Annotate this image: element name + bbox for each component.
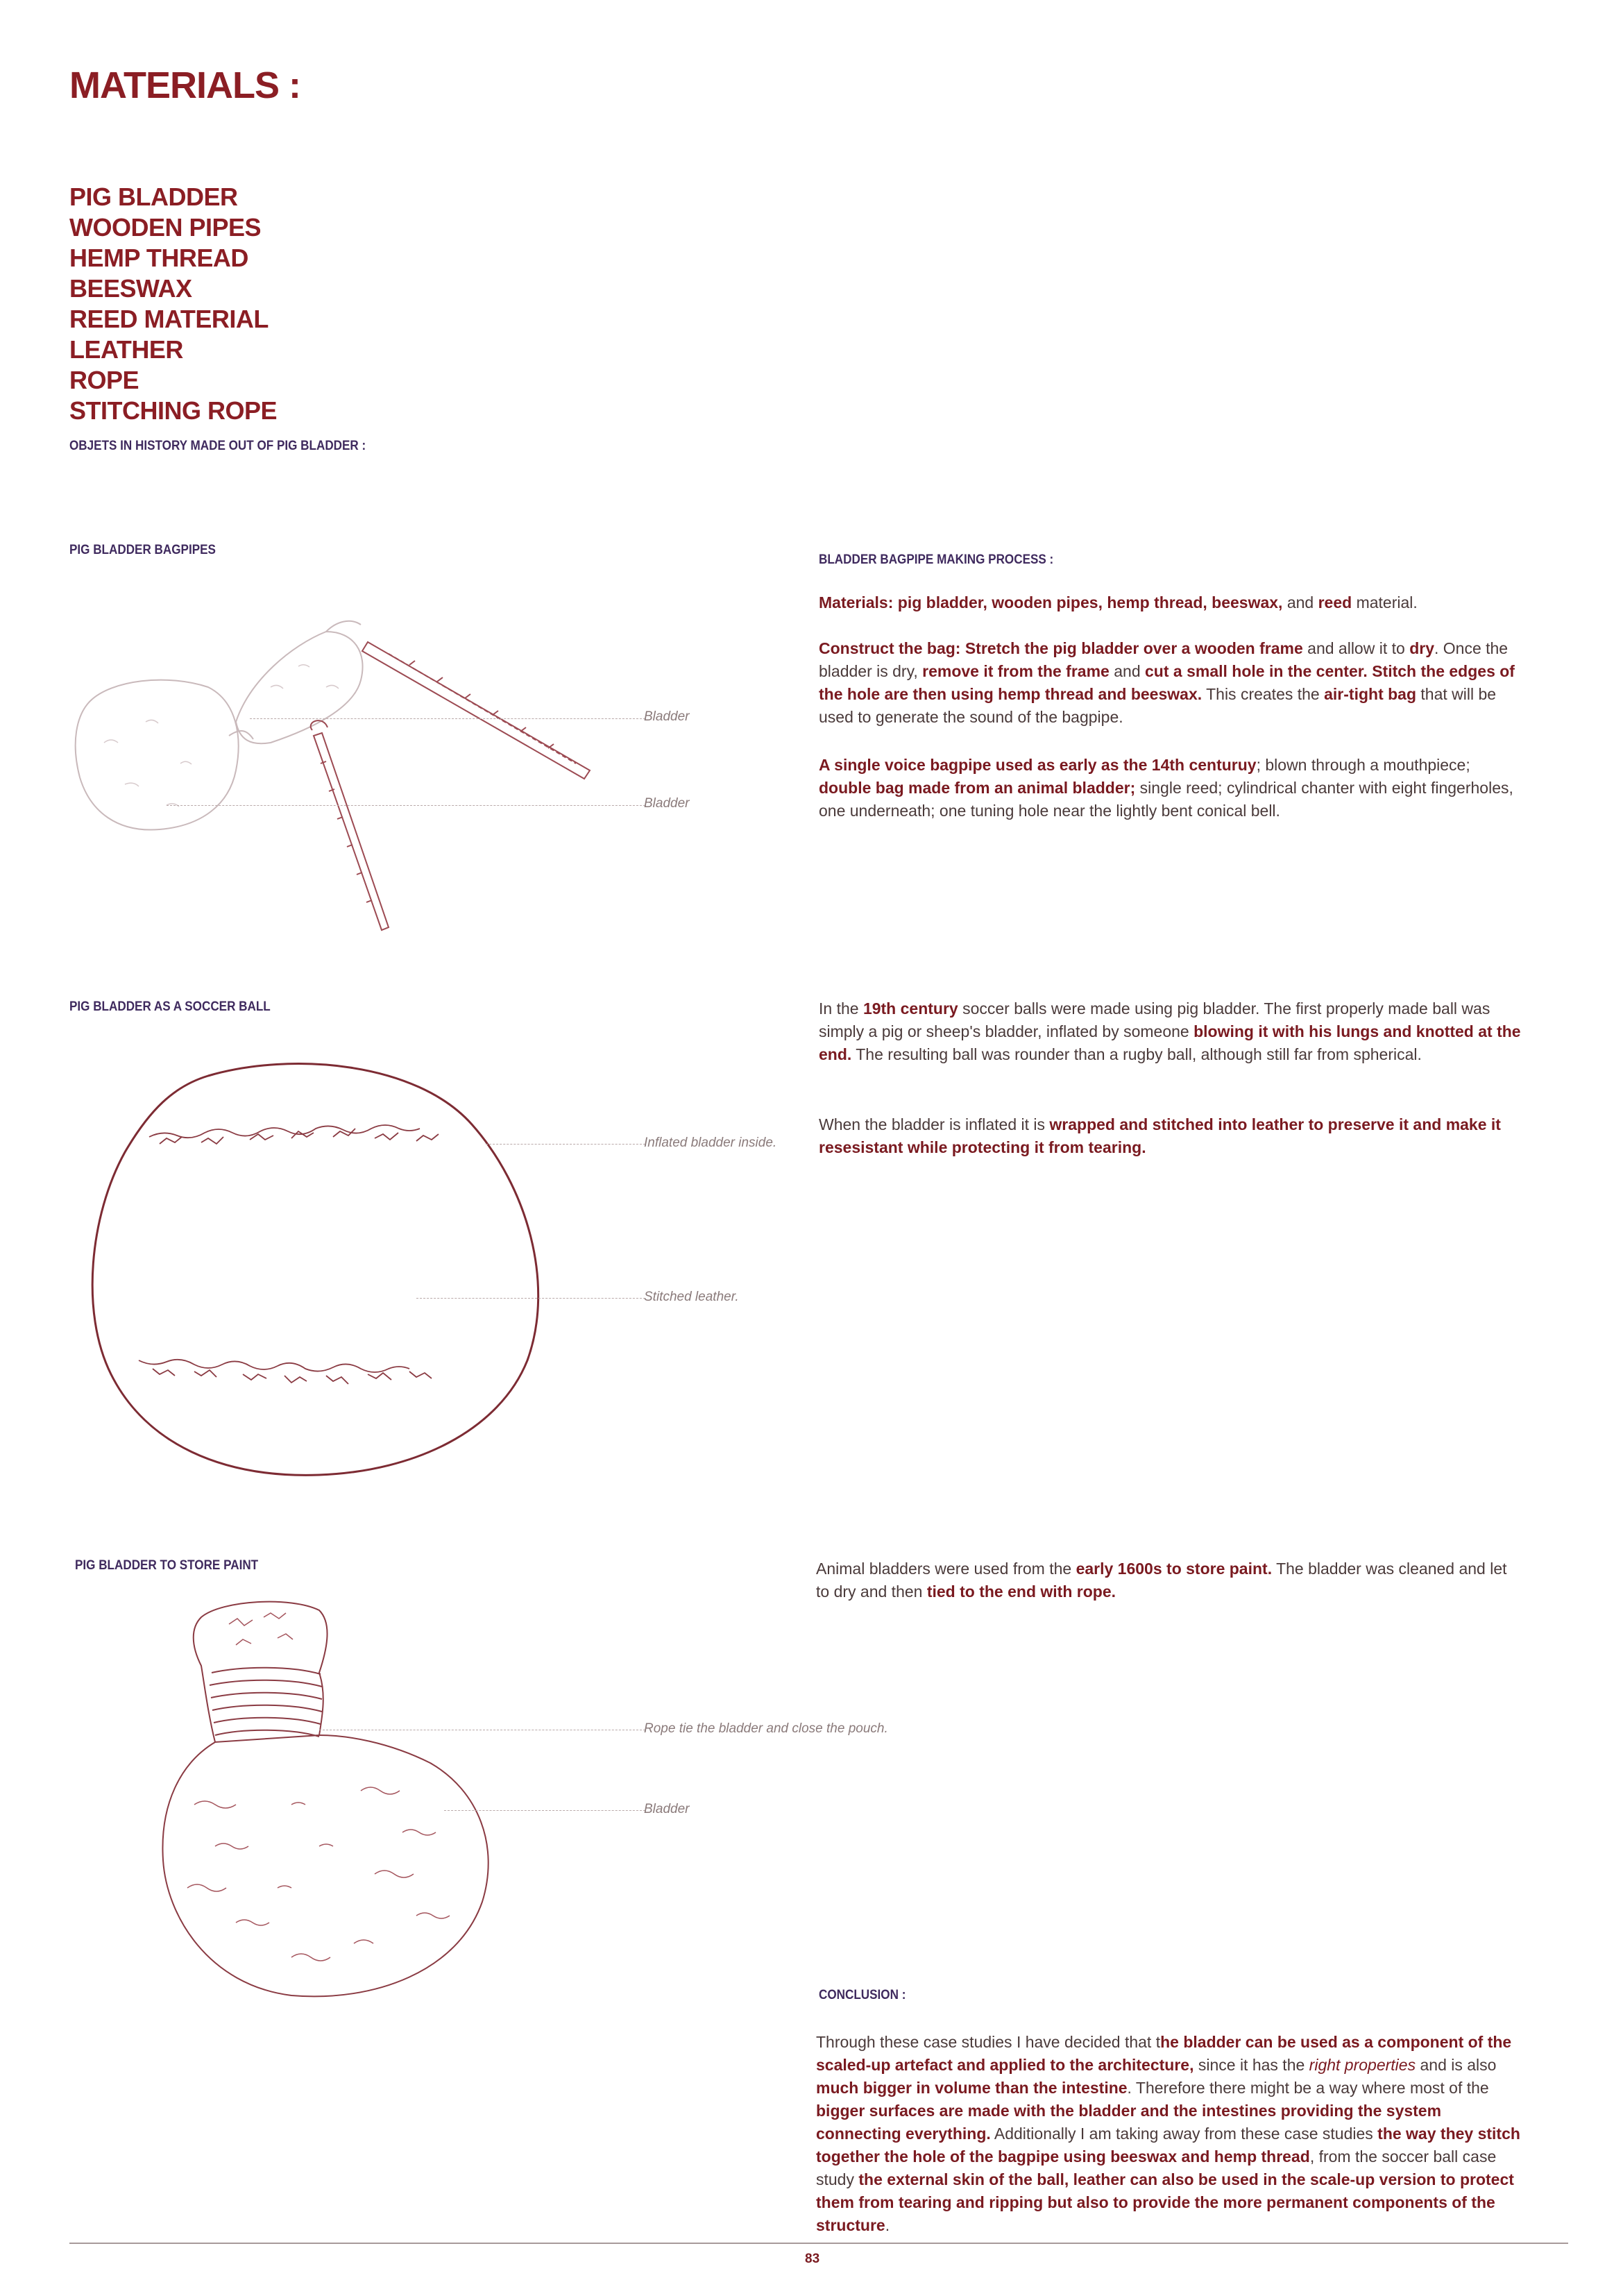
material-item: HEMP THREAD [69, 244, 248, 272]
leader-line [416, 1298, 645, 1299]
leader-label-bladder: Bladder [644, 1802, 690, 1816]
material-item: STITCHING ROPE [69, 396, 278, 425]
soccer-ball-sketch [83, 1055, 569, 1485]
leader-label-inflated-bladder: Inflated bladder inside. [644, 1136, 777, 1150]
leader-label-rope-tie: Rope tie the bladder and close the pouch. [644, 1721, 888, 1736]
leader-label-bladder: Bladder [644, 709, 690, 724]
bagpipes-label: PIG BLADDER BAGPIPES [69, 543, 216, 557]
material-item: WOODEN PIPES [69, 213, 262, 242]
soccer-paragraph-leather: When the bladder is inflated it is wrapped and stitched into leather to preserve it and make it resesistant while protecting it from tearing. [819, 1115, 1501, 1156]
leader-line [167, 805, 645, 806]
process-paragraph-construct: Construct the bag: Stretch the pig bladder over a wooden frame and allow it to dry. Once the bladder is dry, remove it from the frame and cut a small hole in the center. Stitch the edges of the hole are then using hemp thread and beeswax. This creates the air-tight bag that will be used to generate the sound of the bagpipe. [819, 639, 1515, 726]
paint-paragraph: Animal bladders were used from the early 1600s to store paint. The bladder was cleaned and let to dry and then tied to the end with rope. [816, 1560, 1507, 1601]
objects-heading: OBJETS IN HISTORY MADE OUT OF PIG BLADDER : [69, 439, 366, 453]
leader-label-stitched-leather: Stitched leather. [644, 1290, 739, 1304]
material-item: LEATHER [69, 335, 183, 364]
paint-bladder-sketch [153, 1596, 513, 2013]
leader-line [486, 1144, 645, 1145]
process-paragraph-materials: Materials: pig bladder, wooden pipes, hemp thread, beeswax, and reed material. [819, 593, 1418, 611]
leader-line [444, 1810, 645, 1811]
conclusion-heading: CONCLUSION : [819, 1988, 906, 2002]
conclusion-paragraph: Through these case studies I have decided that the bladder can be used as a component of the scaled-up artefact and applied to the architecture, since it has the right properties and is also much bigger in volume than the intestine. Therefore there might be a way where most of the bigger surfaces are made with the bladder and the intestines providing the system connecting everything. Additionally I am taking away from these case studies the way they stitch together the hole of the bagpipe using beeswax and hemp thread, from the soccer ball case study the external skin of the ball, leather can also be used in the scale-up version to protect them from tearing and ripping but also to provide the more permanent components of the structure. [816, 2033, 1520, 2234]
leader-line [250, 718, 645, 719]
material-item: PIG BLADDER [69, 183, 238, 211]
process-paragraph-history: A single voice bagpipe used as early as the 14th centuruy; blown through a mouthpiece; double bag made from an animal bladder; single reed; cylindrical chanter with eight fingerholes, one underneath; one tuning hole near the lightly bent conical bell. [819, 756, 1513, 820]
page-title: MATERIALS : [69, 65, 300, 106]
process-heading: BLADDER BAGPIPE MAKING PROCESS : [819, 552, 1054, 567]
material-item: ROPE [69, 366, 139, 394]
material-item: BEESWAX [69, 274, 192, 303]
footer-divider [69, 2243, 1568, 2244]
material-item: REED MATERIAL [69, 305, 269, 333]
soccer-paragraph-history: In the 19th century soccer balls were made using pig bladder. The first properly made ball was simply a pig or sheep's bladder, inflated by someone blowing it with his lungs and knotted at the end. The resulting ball was rounder than a rugby ball, although still far from spherical. [819, 999, 1521, 1063]
bagpipe-sketch [62, 604, 604, 965]
materials-list [69, 182, 277, 426]
soccer-label: PIG BLADDER AS A SOCCER BALL [69, 999, 271, 1014]
paint-label: PIG BLADDER TO STORE PAINT [75, 1558, 259, 1573]
page-number: 83 [805, 2252, 820, 2266]
leader-label-bladder: Bladder [644, 796, 690, 811]
